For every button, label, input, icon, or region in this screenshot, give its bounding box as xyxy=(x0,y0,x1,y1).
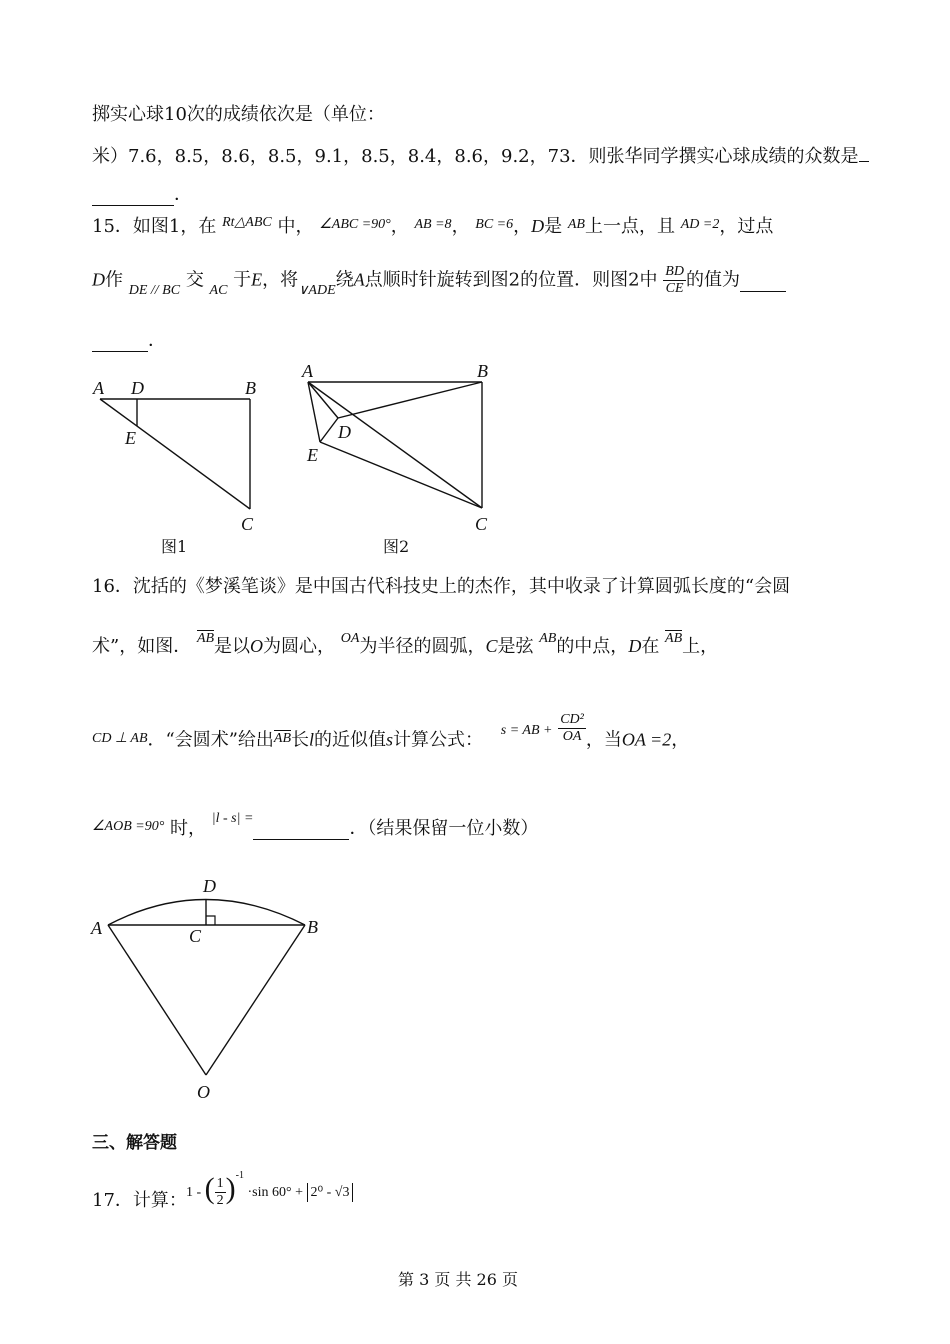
q15-d: D xyxy=(531,216,545,236)
q17-half xyxy=(215,1176,226,1209)
fig3-label-b: B xyxy=(307,917,318,937)
q15-in: 中， xyxy=(277,216,314,237)
fig1-segment-ac xyxy=(100,399,250,509)
q16-l: l xyxy=(309,729,315,750)
fig1-caption: 图1 xyxy=(161,537,188,556)
q15-rotate: ，将 xyxy=(262,269,299,291)
q17-half-den: 2 xyxy=(216,1193,224,1209)
q15-sep2: ， xyxy=(451,216,470,237)
q16-formula-den: OA xyxy=(562,729,582,744)
q14-line2 xyxy=(92,142,869,168)
q15-sep1: ， xyxy=(390,216,409,237)
q16-l2h: 上， xyxy=(682,636,719,657)
q15-point: 上一点，且 xyxy=(584,216,675,237)
q15-make: 作 xyxy=(105,269,123,291)
q15-sep3: ， xyxy=(513,216,532,237)
page-footer: 第 3 页 共 26 页 xyxy=(398,1270,518,1289)
q16-arc-ab3: AB xyxy=(273,730,292,746)
q15-rt: Rt△ABC xyxy=(222,215,272,230)
fig1-label-e: E xyxy=(125,428,136,448)
q16-l2f: 的中点， xyxy=(556,636,629,657)
q15-around: 绕 xyxy=(335,269,354,291)
q16-line1: 16．沈括的《梦溪笔谈》是中国古代科技史上的杰作，其中收录了计算圆弧长度的“会圆 xyxy=(92,576,791,597)
q15-ad: AD =2 xyxy=(680,217,720,232)
q15-num: 15．如图1，在 xyxy=(92,216,217,237)
q16-l2c: 为圆心， xyxy=(263,636,336,657)
q16-l4b: ．（结果保留一位小数） xyxy=(349,818,539,839)
q15-d2: D xyxy=(92,269,105,290)
fig2-label-d: D xyxy=(338,422,351,442)
q15-vade: ∨ADE xyxy=(298,282,336,298)
q16-arc-ab: AB xyxy=(196,631,215,646)
q15-line2 xyxy=(92,264,786,297)
q15-angle: ∠ABC =90° xyxy=(319,217,391,232)
fig2-caption: 图2 xyxy=(383,537,410,556)
q16-l3a: ．“会圆术”给出 xyxy=(147,729,274,751)
q15-ac: AC xyxy=(209,282,228,298)
fig2-segment-ae xyxy=(308,382,320,442)
q14-line1: 掷实心球10次的成绩依次是（单位： xyxy=(92,104,385,125)
q16-l2b: 是以 xyxy=(214,636,251,657)
q17-paren-left: ( xyxy=(204,1172,215,1205)
q16-angle: ∠AOB =90° xyxy=(92,819,165,834)
q14-blank-a[interactable] xyxy=(859,161,869,162)
q15-parallel: DE // BC xyxy=(128,282,181,298)
q16-formula-lhs: s = AB + xyxy=(500,722,553,738)
q16-l2d: 为半径的圆弧， xyxy=(359,636,486,657)
fig3-right-angle-mark xyxy=(206,916,215,925)
fig2-segment-ac xyxy=(308,382,482,508)
figure-1 xyxy=(85,372,275,562)
q16-oa: OA xyxy=(340,631,360,646)
q15-on: 是 xyxy=(544,216,563,237)
figure-2 xyxy=(295,360,505,560)
q17-half-num: 1 xyxy=(216,1176,224,1192)
q15-ab: AB =8 xyxy=(414,217,452,232)
q16-line2 xyxy=(92,632,718,658)
q14-blank-b[interactable] xyxy=(92,184,174,206)
q17-expr1: 1 - xyxy=(186,1185,202,1200)
q15-a: A xyxy=(353,269,365,290)
q17-label: 17．计算： xyxy=(92,1190,187,1211)
q16-oa2: OA =2 xyxy=(621,729,672,750)
q16-d: D xyxy=(628,636,642,656)
fig2-label-a: A xyxy=(302,361,313,381)
q15-line1 xyxy=(92,212,773,238)
q16-l3b: 长 xyxy=(291,729,310,751)
q14-line3 xyxy=(92,180,192,206)
fig2-label-e: E xyxy=(307,445,318,465)
figure-3 xyxy=(85,870,335,1110)
fig1-label-d: D xyxy=(131,378,144,398)
q16-l2g: 在 xyxy=(641,636,660,657)
q15-e: E xyxy=(251,269,263,290)
q16-c: C xyxy=(485,636,498,656)
q15-line3 xyxy=(92,326,166,352)
q16-formula-num: CD² xyxy=(560,712,584,727)
q16-arc-ab2: AB xyxy=(665,631,683,646)
q15-cross: 交 xyxy=(185,269,204,291)
q16-l4a: 时， xyxy=(170,818,207,839)
section-heading: 三、解答题 xyxy=(92,1133,177,1153)
q16-o: O xyxy=(250,636,264,656)
q16-l3c: 的近似值 xyxy=(314,729,387,751)
fig3-label-d: D xyxy=(203,876,216,896)
q16-l2a: 术”，如图． xyxy=(92,636,192,657)
q16-cd-ab: CD ⊥ AB xyxy=(92,730,148,746)
q15-bc: BC =6 xyxy=(475,217,514,232)
fig3-label-c: C xyxy=(189,926,202,946)
fig1-label-c: C xyxy=(241,514,254,534)
q16-blank[interactable] xyxy=(253,818,349,840)
q17-expr2: ·sin 60° + xyxy=(247,1185,304,1200)
q16-l3f: ， xyxy=(671,729,690,751)
q15-frac-num: BD xyxy=(665,264,684,279)
fig3-label-o: O xyxy=(197,1082,210,1102)
fig2-segment-ce xyxy=(320,442,482,508)
q14-text: 米）7.6，8.5，8.6，8.5，9.1，8.5，8.4，8.6，9.2，73．则张华同学撰实心球成绩的众数是 xyxy=(92,146,859,167)
q16-abs: |l - s| = xyxy=(211,811,254,826)
q15-frac-den: CE xyxy=(665,281,684,296)
fig2-segment-de xyxy=(320,418,338,442)
q15-fraction xyxy=(663,264,686,297)
fig3-radius-oa xyxy=(108,925,206,1075)
q16-line4 xyxy=(92,811,539,840)
fig3-radius-ob xyxy=(206,925,305,1075)
q17-paren-right: ) xyxy=(225,1172,236,1205)
q14-end: ． xyxy=(174,184,192,205)
q15-blank-a[interactable] xyxy=(740,270,786,292)
q15-rest: 点顺时针旋转到图2的位置．则图2中 xyxy=(364,269,658,291)
fig1-label-b: B xyxy=(245,378,256,398)
q15-end: ． xyxy=(148,330,166,351)
fig2-label-b: B xyxy=(477,361,488,381)
q16-l3e: ，当 xyxy=(585,729,622,751)
q17-exponent: -1 xyxy=(235,1170,245,1181)
q15-at: 于 xyxy=(233,269,252,291)
q15-ab2: AB xyxy=(567,217,585,232)
fig1-label-a: A xyxy=(93,378,104,398)
q17-expression xyxy=(186,1170,353,1209)
q16-formula-fraction xyxy=(558,712,586,745)
q16-ab: AB xyxy=(539,631,557,646)
q16-l2e: 是弦 xyxy=(497,636,534,657)
q17-abs-inner: 2⁰ - √3 xyxy=(307,1183,354,1202)
q15-blank-b[interactable] xyxy=(92,330,148,352)
fig2-label-c: C xyxy=(475,514,488,534)
fig2-segment-bd xyxy=(338,382,482,418)
fig3-label-a: A xyxy=(91,918,102,938)
q16-s: s xyxy=(386,729,394,750)
q15-value: 的值为 xyxy=(685,269,740,291)
q16-l3d: 计算公式： xyxy=(393,729,484,751)
q16-line3 xyxy=(92,712,690,757)
q15-pass: ，过点 xyxy=(719,216,774,237)
